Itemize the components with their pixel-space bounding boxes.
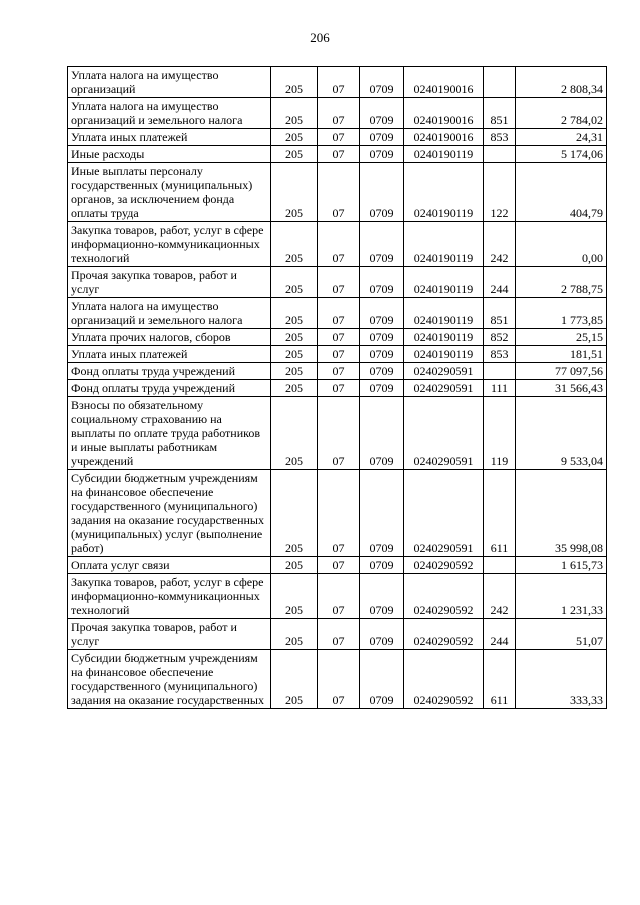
table-row: [68, 619, 607, 650]
row-name-cell: Уплата иных платежей: [68, 346, 271, 363]
row-section-cell: 07: [318, 574, 360, 619]
table-row: [68, 222, 607, 267]
table-row: [68, 470, 607, 557]
row-expense-type-cell: 119: [484, 397, 516, 470]
row-section-cell: 07: [318, 146, 360, 163]
row-name-cell: Иные расходы: [68, 146, 271, 163]
row-amount-cell: 1 773,85: [516, 298, 607, 329]
row-gov-code-cell: 205: [271, 470, 318, 557]
row-subsection-cell: 0709: [360, 67, 404, 98]
row-gov-code-cell: 205: [271, 574, 318, 619]
table-row: [68, 163, 607, 222]
row-section-cell: 07: [318, 329, 360, 346]
row-subsection-cell: 0709: [360, 574, 404, 619]
row-target-article-cell: 0240290592: [404, 574, 484, 619]
row-subsection-cell: 0709: [360, 346, 404, 363]
row-subsection-cell: 0709: [360, 98, 404, 129]
row-gov-code-cell: 205: [271, 146, 318, 163]
row-name-cell: Субсидии бюджетным учреждениям на финансовое обеспечение государственного (муниципального) задания на оказание государственных: [68, 650, 271, 709]
row-section-cell: 07: [318, 470, 360, 557]
row-section-cell: 07: [318, 363, 360, 380]
row-expense-type-cell: 853: [484, 346, 516, 363]
row-name-cell: Уплата налога на имущество организаций и земельного налога: [68, 98, 271, 129]
row-subsection-cell: 0709: [360, 470, 404, 557]
table-row: [68, 380, 607, 397]
page-number: 206: [310, 30, 330, 45]
table-row: [68, 574, 607, 619]
row-target-article-cell: 0240190119: [404, 146, 484, 163]
row-amount-cell: 31 566,43: [516, 380, 607, 397]
row-gov-code-cell: 205: [271, 619, 318, 650]
row-amount-cell: 2 784,02: [516, 98, 607, 129]
budget-table: [67, 66, 607, 709]
row-target-article-cell: 0240290592: [404, 650, 484, 709]
row-subsection-cell: 0709: [360, 363, 404, 380]
row-gov-code-cell: 205: [271, 67, 318, 98]
row-section-cell: 07: [318, 650, 360, 709]
row-amount-cell: 2 808,34: [516, 67, 607, 98]
row-name-cell: Закупка товаров, работ, услуг в сфере информационно-коммуникационных технологий: [68, 574, 271, 619]
row-amount-cell: 2 788,75: [516, 267, 607, 298]
row-section-cell: 07: [318, 380, 360, 397]
row-name-cell: Фонд оплаты труда учреждений: [68, 363, 271, 380]
row-expense-type-cell: 111: [484, 380, 516, 397]
row-subsection-cell: 0709: [360, 146, 404, 163]
row-section-cell: 07: [318, 163, 360, 222]
row-target-article-cell: 0240190119: [404, 346, 484, 363]
row-gov-code-cell: 205: [271, 267, 318, 298]
row-name-cell: Уплата налога на имущество организаций: [68, 67, 271, 98]
row-expense-type-cell: 851: [484, 298, 516, 329]
table-row: [68, 267, 607, 298]
row-amount-cell: 404,79: [516, 163, 607, 222]
row-name-cell: Закупка товаров, работ, услуг в сфере информационно-коммуникационных технологий: [68, 222, 271, 267]
row-expense-type-cell: [484, 67, 516, 98]
row-expense-type-cell: 853: [484, 129, 516, 146]
row-section-cell: 07: [318, 298, 360, 329]
row-gov-code-cell: 205: [271, 329, 318, 346]
row-expense-type-cell: 611: [484, 470, 516, 557]
row-name-cell: Уплата иных платежей: [68, 129, 271, 146]
row-target-article-cell: 0240190119: [404, 222, 484, 267]
row-subsection-cell: 0709: [360, 129, 404, 146]
row-target-article-cell: 0240190016: [404, 67, 484, 98]
table-body: [68, 67, 607, 709]
row-name-cell: Уплата налога на имущество организаций и земельного налога: [68, 298, 271, 329]
row-gov-code-cell: 205: [271, 346, 318, 363]
row-expense-type-cell: 852: [484, 329, 516, 346]
row-name-cell: Субсидии бюджетным учреждениям на финансовое обеспечение государственного (муниципального) задания на оказание государственных (муниципальных) услуг (выполнение работ): [68, 470, 271, 557]
row-name-cell: Прочая закупка товаров, работ и услуг: [68, 619, 271, 650]
row-gov-code-cell: 205: [271, 557, 318, 574]
row-section-cell: 07: [318, 557, 360, 574]
row-gov-code-cell: 205: [271, 650, 318, 709]
row-amount-cell: 1 615,73: [516, 557, 607, 574]
table-row: [68, 557, 607, 574]
row-amount-cell: 24,31: [516, 129, 607, 146]
row-target-article-cell: 0240290591: [404, 397, 484, 470]
row-name-cell: Фонд оплаты труда учреждений: [68, 380, 271, 397]
row-subsection-cell: 0709: [360, 329, 404, 346]
table-row: [68, 129, 607, 146]
table-row: [68, 363, 607, 380]
row-gov-code-cell: 205: [271, 298, 318, 329]
row-target-article-cell: 0240190119: [404, 298, 484, 329]
row-subsection-cell: 0709: [360, 267, 404, 298]
row-expense-type-cell: 242: [484, 222, 516, 267]
row-amount-cell: 51,07: [516, 619, 607, 650]
row-section-cell: 07: [318, 67, 360, 98]
row-subsection-cell: 0709: [360, 222, 404, 267]
row-target-article-cell: 0240190119: [404, 267, 484, 298]
row-expense-type-cell: 244: [484, 267, 516, 298]
row-subsection-cell: 0709: [360, 397, 404, 470]
row-target-article-cell: 0240290592: [404, 619, 484, 650]
row-section-cell: 07: [318, 129, 360, 146]
row-target-article-cell: 0240290591: [404, 470, 484, 557]
row-subsection-cell: 0709: [360, 298, 404, 329]
row-name-cell: Уплата прочих налогов, сборов: [68, 329, 271, 346]
row-name-cell: Оплата услуг связи: [68, 557, 271, 574]
row-subsection-cell: 0709: [360, 557, 404, 574]
row-expense-type-cell: [484, 146, 516, 163]
row-expense-type-cell: [484, 557, 516, 574]
row-gov-code-cell: 205: [271, 380, 318, 397]
row-section-cell: 07: [318, 267, 360, 298]
row-subsection-cell: 0709: [360, 619, 404, 650]
row-expense-type-cell: 242: [484, 574, 516, 619]
row-section-cell: 07: [318, 222, 360, 267]
row-gov-code-cell: 205: [271, 98, 318, 129]
row-amount-cell: 0,00: [516, 222, 607, 267]
row-amount-cell: 35 998,08: [516, 470, 607, 557]
row-amount-cell: 5 174,06: [516, 146, 607, 163]
row-target-article-cell: 0240190016: [404, 98, 484, 129]
row-amount-cell: 77 097,56: [516, 363, 607, 380]
row-subsection-cell: 0709: [360, 163, 404, 222]
row-expense-type-cell: 244: [484, 619, 516, 650]
row-gov-code-cell: 205: [271, 363, 318, 380]
row-expense-type-cell: 122: [484, 163, 516, 222]
row-gov-code-cell: 205: [271, 222, 318, 267]
row-target-article-cell: 0240190016: [404, 129, 484, 146]
row-gov-code-cell: 205: [271, 163, 318, 222]
table-row: [68, 650, 607, 709]
row-target-article-cell: 0240290591: [404, 363, 484, 380]
row-amount-cell: 1 231,33: [516, 574, 607, 619]
row-name-cell: Взносы по обязательному социальному страхованию на выплаты по оплате труда работников и иные выплаты работникам учреждений: [68, 397, 271, 470]
table-row: [68, 329, 607, 346]
row-amount-cell: 9 533,04: [516, 397, 607, 470]
row-name-cell: Прочая закупка товаров, работ и услуг: [68, 267, 271, 298]
row-subsection-cell: 0709: [360, 650, 404, 709]
row-target-article-cell: 0240290591: [404, 380, 484, 397]
row-gov-code-cell: 205: [271, 397, 318, 470]
table-row: [68, 298, 607, 329]
table-row: [68, 146, 607, 163]
table-row: [68, 67, 607, 98]
row-target-article-cell: 0240190119: [404, 329, 484, 346]
row-section-cell: 07: [318, 397, 360, 470]
row-target-article-cell: 0240190119: [404, 163, 484, 222]
row-name-cell: Иные выплаты персоналу государственных (муниципальных) органов, за исключением фонда оплаты труда: [68, 163, 271, 222]
row-gov-code-cell: 205: [271, 129, 318, 146]
row-expense-type-cell: 611: [484, 650, 516, 709]
row-section-cell: 07: [318, 346, 360, 363]
row-expense-type-cell: 851: [484, 98, 516, 129]
row-subsection-cell: 0709: [360, 380, 404, 397]
row-amount-cell: 25,15: [516, 329, 607, 346]
table-row: [68, 98, 607, 129]
row-amount-cell: 333,33: [516, 650, 607, 709]
row-expense-type-cell: [484, 363, 516, 380]
table-row: [68, 397, 607, 470]
row-target-article-cell: 0240290592: [404, 557, 484, 574]
row-section-cell: 07: [318, 619, 360, 650]
row-section-cell: 07: [318, 98, 360, 129]
table-row: [68, 346, 607, 363]
row-amount-cell: 181,51: [516, 346, 607, 363]
